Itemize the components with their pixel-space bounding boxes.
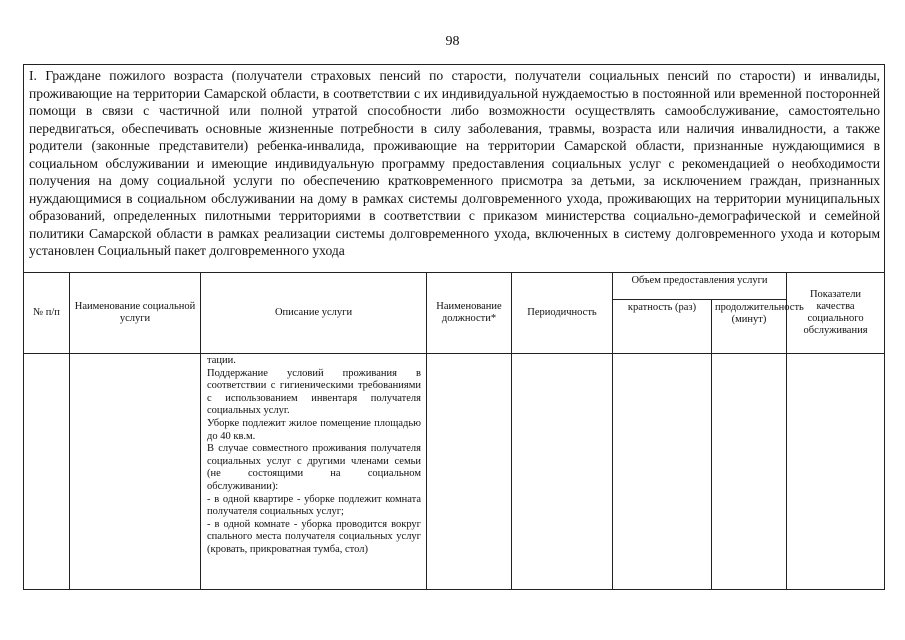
header-position: Наименование должности* [427, 273, 512, 354]
header-description: Описание услуги [201, 273, 427, 354]
description-line: Уборке подлежит жилое помещение площадью до 40 кв.м. [207, 417, 421, 442]
cell-multiplicity [613, 354, 712, 590]
cell-num [24, 354, 70, 590]
header-num: № п/п [24, 273, 70, 354]
page-number: 98 [445, 34, 460, 49]
description-line: - в одной комнате - уборка проводится вокруг спального места получателя социальных услуг (кровать, прикроватная тумба, стол) [207, 518, 421, 555]
section-heading: I. Граждане пожилого возраста (получатели страховых пенсий по старости, получатели социальных пенсий по старости) и инвалиды, проживающие на территории Самарской области, в соответствии с их индивидуальной нуждаемостью в постоянной или временной посторонней помощи в связи с частичной или полной утратой способности либо возможности осуществлять самообслуживание, самостоятельно передвигаться, обеспечивать основные жизненные потребности в силу заболевания, травмы, возраста или наличия инвалидности, а также родители (законные представители) ребенка-инвалида, проживающие на территории Самарской области, признанные нуждающимися в социальном обслуживании и имеющие индивидуальную программу предоставления социальных услуг с рекомендацией о необходимости получения на дому социальной услуги по обеспечению кратковременного присмотра за детьми, за исключением граждан, признанных нуждающимися в социальном обслуживании на дому в рамках системы долговременного ухода, проживающих на территории муниципальных образований, определенных пилотными территориями в соответствии с приказом министерства социально-демографической и семейной политики Самарской области в рамках реализации системы долговременного ухода, включенных в систему долговременного ухода и которым установлен Социальный пакет долговременного ухода [24, 65, 885, 273]
header-duration: продолжительность (минут) [712, 300, 787, 354]
cell-duration [712, 354, 787, 590]
cell-position [427, 354, 512, 590]
header-service-name: Наименование социальной услуги [70, 273, 201, 354]
description-line: - в одной квартире - уборке подлежит комната получателя социальных услуг; [207, 493, 421, 518]
header-periodicity: Периодичность [512, 273, 613, 354]
header-multiplicity: кратность (раз) [613, 300, 712, 354]
cell-service-name [70, 354, 201, 590]
cell-quality [787, 354, 885, 590]
description-line: Поддержание условий проживания в соответствии с гигиеническими требованиями с использованием инвентаря получателя социальных услуг. [207, 367, 421, 417]
header-row-1 [24, 273, 885, 300]
services-table [23, 64, 885, 590]
header-quality: Показатели качества социального обслуживания [787, 273, 885, 354]
header-volume: Объем предоставления услуги [613, 273, 787, 300]
table-row [24, 354, 885, 590]
description-line: В случае совместного проживания получателя социальных услуг с другими членами семьи (не состоящими на социальном обслуживании): [207, 443, 421, 492]
cell-description [201, 354, 427, 590]
section-row [24, 65, 885, 273]
cell-periodicity [512, 354, 613, 590]
description-line: тации. [207, 355, 236, 366]
